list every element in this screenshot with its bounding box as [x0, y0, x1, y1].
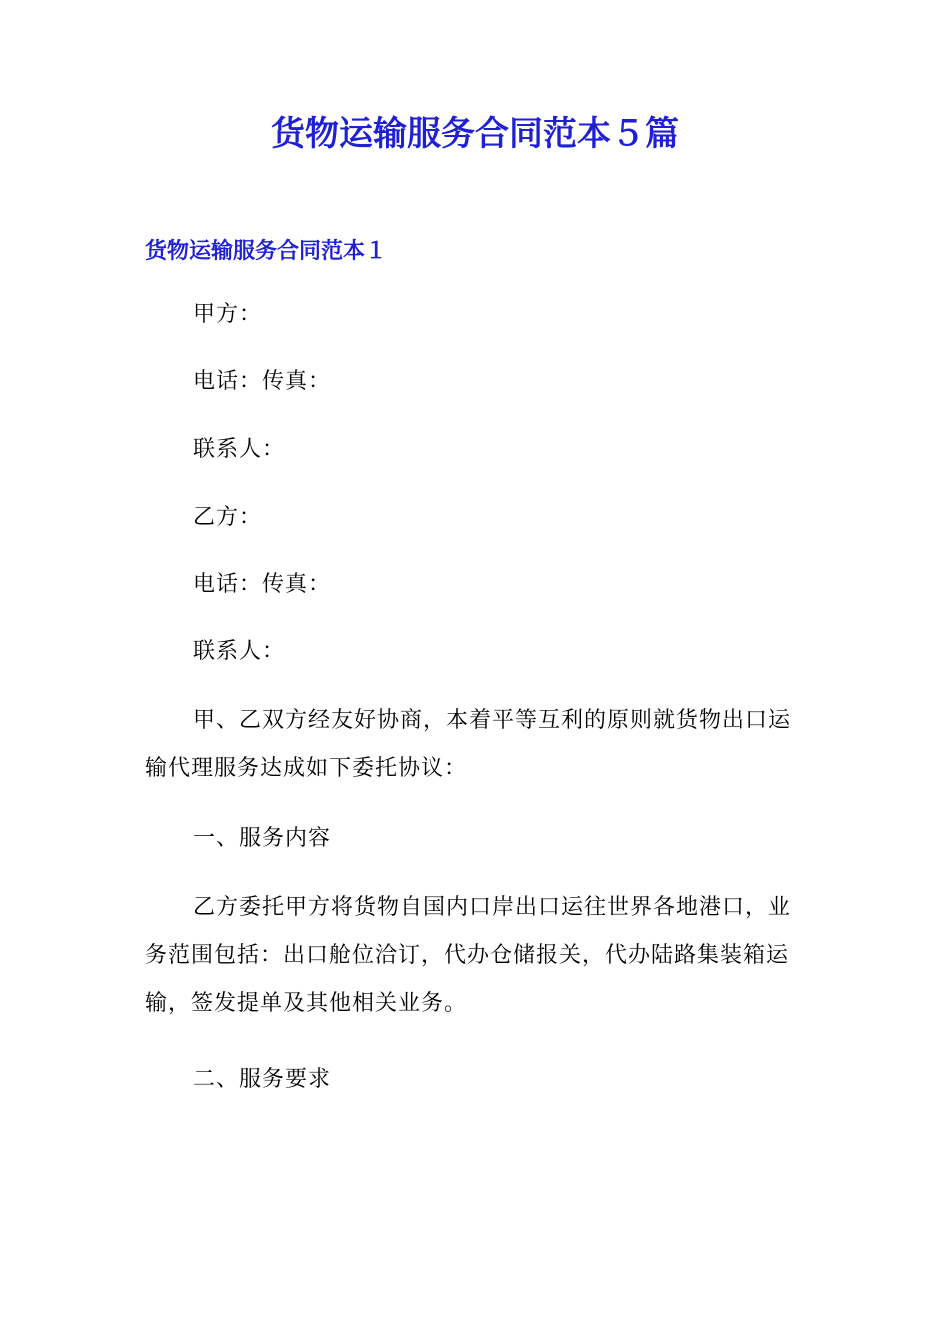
party-b-phone-fax: 电话：传真： [193, 572, 332, 597]
party-a-phone-fax: 电话：传真： [193, 369, 332, 394]
clause-1-body: 乙方委托甲方将货物自国内口岸出口运往世界各地港口，业务范围包括：出口舱位洽订，代办仓储报关，代办陆路集装箱运输，签发提单及其他相关业务。 [145, 895, 792, 1016]
party-b-contact: 联系人： [193, 639, 286, 664]
clause-2-heading: 二、服务要求 [193, 1067, 332, 1092]
section-title: 货物运输服务合同范本１ [145, 239, 388, 264]
party-a-contact: 联系人： [193, 437, 286, 462]
clause-1-heading: 一、服务内容 [193, 826, 332, 851]
document-title: 货物运输服务合同范本５篇 [271, 114, 679, 154]
party-a-label: 甲方： [193, 302, 263, 327]
party-b-label: 乙方： [193, 505, 263, 530]
agreement-intro-paragraph: 甲、乙双方经友好协商，本着平等互利的原则就货物出口运输代理服务达成如下委托协议： [145, 708, 792, 781]
